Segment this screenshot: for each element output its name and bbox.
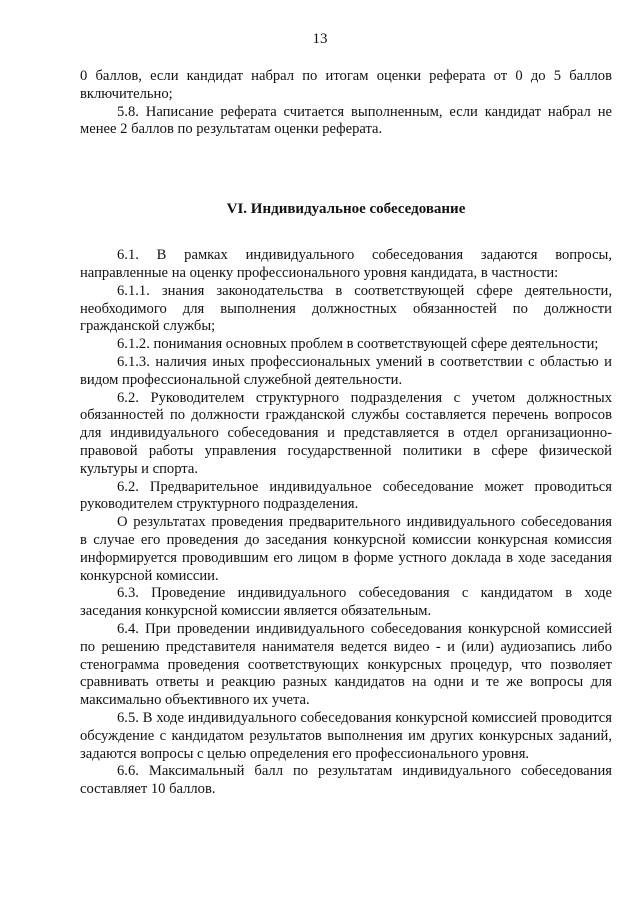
paragraph-6-6: 6.6. Максимальный балл по результатам индивидуального собеседования составляет 10 баллов. — [80, 763, 612, 798]
intro-paragraph-2: 5.8. Написание реферата считается выполненным, если кандидат набрал не менее 2 баллов по результатам оценки реферата. — [80, 103, 612, 138]
paragraph-preliminary-results: О результатах проведения предварительного индивидуального собеседования в случае его проведения до заседания конкурсной комиссии конкурсная комиссия информируется проводившим его лицом в форме устного доклада в ходе заседания конкурсной комиссии. — [80, 514, 612, 584]
intro-paragraph-1: 0 баллов, если кандидат набрал по итогам оценки реферата от 0 до 5 баллов включительно; — [80, 68, 612, 102]
paragraph-6-1-3: 6.1.3. наличия иных профессиональных умений в соответствии с областью и видом профессиональной служебной деятельности. — [80, 353, 612, 388]
paragraph-6-2-b: 6.2. Предварительное индивидуальное собеседование может проводиться руководителем структурного подразделения. — [80, 478, 612, 513]
paragraph-6-1: 6.1. В рамках индивидуального собеседования задаются вопросы, направленные на оценку профессионального уровня кандидата, в частности: — [80, 247, 612, 281]
paragraph-6-4: 6.4. При проведении индивидуального собеседования конкурсной комиссией по решению представителя нанимателя ведется видео - и (или) аудиозапись либо стенограмма проведения соответствующих конкурсных процедур, что позволяет сравнивать ответы и реакцию разных кандидатов на одни и те же вопросы для максимально объективного их учета. — [80, 620, 612, 709]
paragraph-6-2-a: 6.2. Руководителем структурного подразделения с учетом должностных обязанностей по должности гражданской службы составляется перечень вопросов для индивидуального собеседования и представляется в отдел организационно-правовой работы управления государственной политики в сфере физической культуры и спорта. — [80, 389, 612, 477]
paragraph-6-1-1: 6.1.1. знания законодательства в соответствующей сфере деятельности, необходимого для выполнения должностных обязанностей по должности гражданской службы; — [80, 282, 612, 335]
spacer — [80, 139, 612, 200]
paragraph-6-3: 6.3. Проведение индивидуального собеседования с кандидатом в ходе заседания конкурсной комиссии является обязательным. — [80, 585, 612, 620]
paragraph-6-1-2: 6.1.2. понимания основных проблем в соответствующей сфере деятельности; — [117, 336, 599, 353]
page-body — [80, 68, 612, 799]
spacer — [80, 218, 612, 247]
section-heading: VI. Индивидуальное собеседование — [226, 201, 466, 218]
paragraph-6-5: 6.5. В ходе индивидуального собеседования конкурсной комиссией проводится обсуждение с кандидатом результатов выполнения им других конкурсных заданий, задаются вопросы с целью определения его профессионального уровня. — [80, 709, 612, 762]
page-number: 13 — [312, 31, 328, 47]
